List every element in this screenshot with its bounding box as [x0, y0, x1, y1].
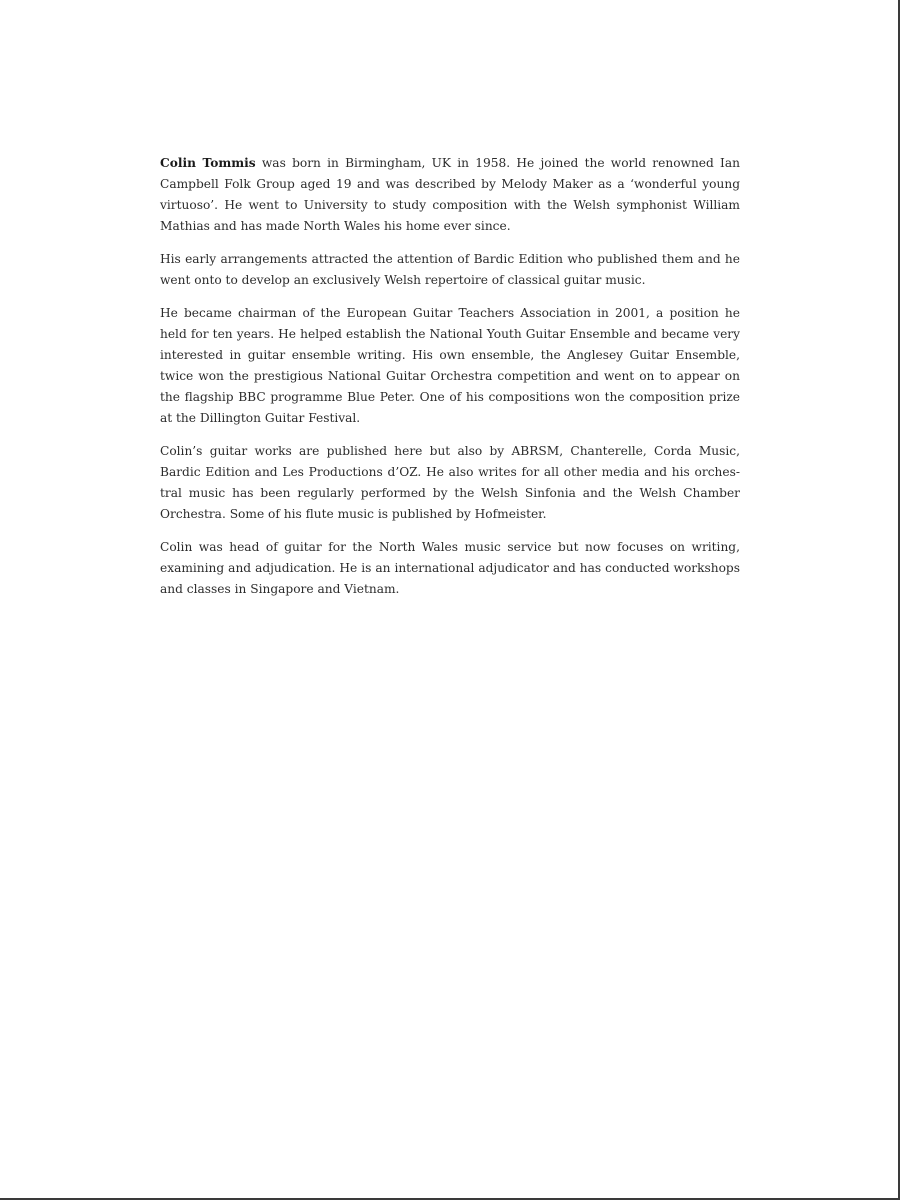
bio-paragraph-1-text: was born in Birmingham, UK in 1958. He joined the world renowned Ian Campbell Folk Group aged 19 and was described by Melody Maker as a ‘wonderful young virtuoso’. He went to University to study composition with the Welsh symphonist William Mathias and has made North Wales his home ever since.	[160, 156, 740, 233]
bio-paragraph-1	[160, 153, 740, 237]
bio-paragraph-2: His early arrangements attracted the attention of Bardic Edition who published them and he went onto to develop an exclusively Welsh repertoire of classical guitar music.	[160, 252, 740, 287]
bio-paragraph-3: He became chairman of the European Guitar Teachers Association in 2001, a position he held for ten years. He helped establish the National Youth Guitar Ensemble and became very interested in guitar ensemble writing. His own ensemble, the Anglesey Guitar Ensemble, twice won the prestigious National Guitar Orchestra competition and went on to appear on the flagship BBC programme Blue Peter. One of his compositions won the composition prize at the Dillington Guitar Festival.	[160, 306, 740, 425]
author-name: Colin Tommis	[160, 156, 256, 170]
bio-paragraph-4: Colin’s guitar works are published here but also by ABRSM, Chanterelle, Corda Music, Bardic Edition and Les Productions d’OZ. He also writes for all other media and his orchestral music has been regularly performed by the Welsh Sinfonia and the Welsh Chamber Orchestra. Some of his flute music is published by Hofmeister.	[160, 444, 740, 521]
biography-text	[160, 153, 740, 612]
bio-paragraph-5: Colin was head of guitar for the North Wales music service but now focuses on writing, examining and adjudication. He is an international adjudicator and has conducted workshops and classes in Singapore and Vietnam.	[160, 540, 740, 596]
